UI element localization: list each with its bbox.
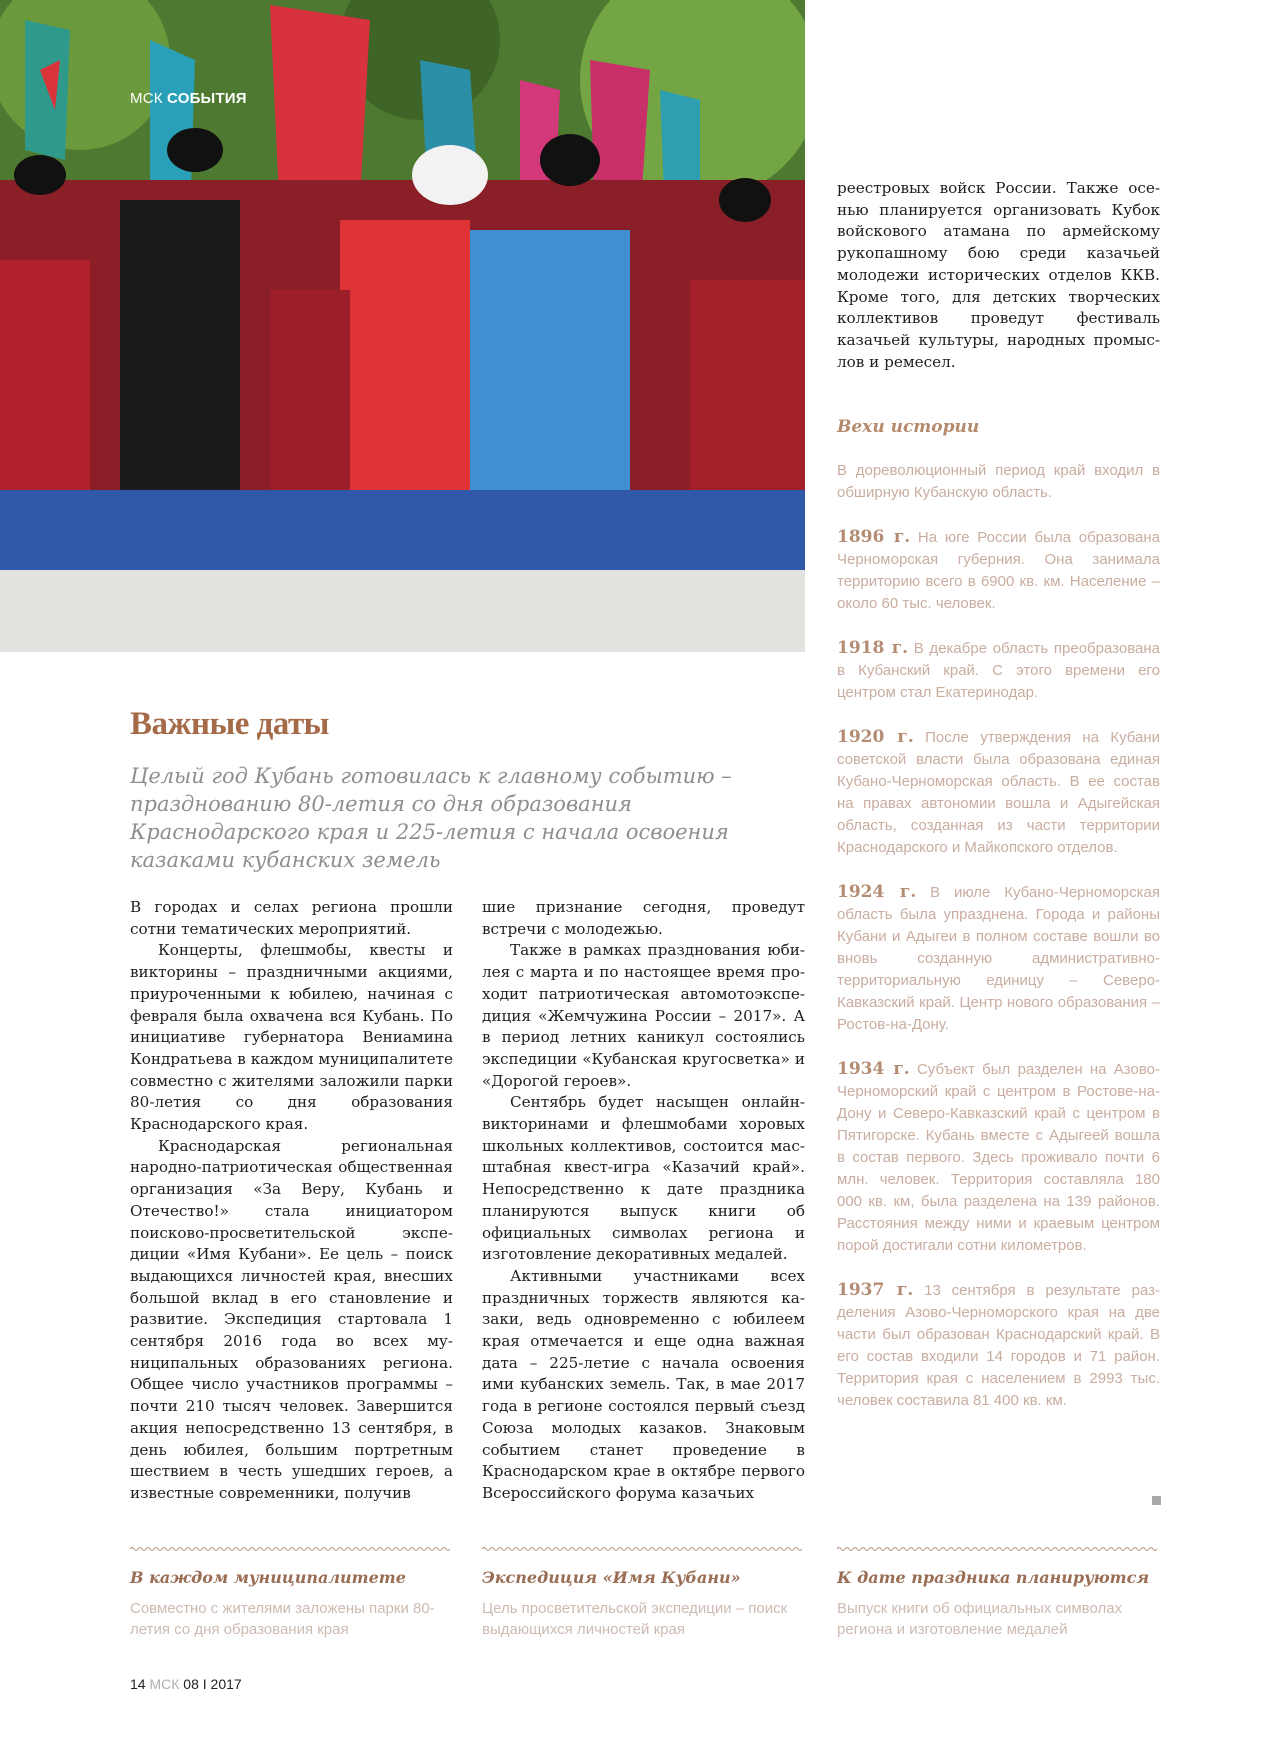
milestone-year: 1937 г. xyxy=(837,1280,914,1300)
page-footer xyxy=(130,1676,242,1692)
paragraph: Краснодарская региональная народно-патриотическая общественная организация «За Веру, Кубань и Отечество!» стала инициатором поисково-просветительской экспедиции «Имя Кубани». Ее цель – поиск выдающихся личностей края, внесших большой вклад в его становление и развитие. Экспедиция стартовала 1 сентября 2016 года во всех муниципальных образованиях региона. Общее число участников программы – почти 210 тысяч человек. Завершится акция непосредственно 13 сентября, в день юбилея, большим портретным шествием в честь ушедших героев, а известные современники, получив xyxy=(130,1136,453,1502)
photo-image xyxy=(0,0,805,652)
milestone-text: 13 сентября в результате разделения Азово-Черноморского края на две части был образован Краснодарский край. В его состав входили 14 городов и 71 район. Территория края с населением в 2993 тыс. человек составила 81 400 кв. км. xyxy=(837,1282,1160,1409)
paragraph: Сентябрь будет насыщен онлайн-викторинами и флешмобами хоровых школьных коллективов, состоится масштабная квест-игра «Казачий край». Непосредственно к дате праздника планируются выпуск книги об официальных символах региона и изготовление декоративных медалей. xyxy=(482,1093,805,1264)
milestones-list xyxy=(837,460,1160,1434)
milestone-text: После утверждения на Кубани советской власти была образована единая Кубано-Черноморская область. В ее состав на правах автономии вошла и Адыгейская область, созданная из части территории Краснодарского и Майкопского отделов. xyxy=(837,729,1160,856)
footer-separator: I xyxy=(202,1676,207,1692)
wavy-divider xyxy=(837,1546,1160,1552)
paragraph: Активными участниками всех праздничных торжеств являются казаки, ведь одновременно с юбилеем края отмечается и еще одна важная дата – 225-летие с начала освоения ими кубанских земель. Так, в мае 2017 года в регионе состоялся первый съезд Союза молодых казаков. Знаковым событием станет проведение в Краснодарском крае в октябре первого Всероссийского форума казачьих xyxy=(482,1266,805,1502)
sidebar-title: Вехи истории xyxy=(837,417,980,437)
milestone-text: В июле Кубано-Черноморская область была упразднена. Города и районы Кубани и Адыгеи в полном составе вошли во вновь созданную административно-территориальную единицу – Северо-Кавказский край. Центр нового образования – Ростов-на-Дону. xyxy=(837,884,1161,1033)
callout-title: Экспедиция «Имя Кубани» xyxy=(482,1568,741,1587)
article-column-3 xyxy=(837,178,1160,373)
paragraph: В городах и селах региона прошли сотни тематических мероприятий. xyxy=(130,898,453,938)
milestone-item xyxy=(837,637,1160,704)
milestone-item xyxy=(837,526,1160,615)
paragraph: реестровых войск России. Также осенью планируется организовать Кубок войскового атамана по армейскому рукопашному бою среди казачьей молодежи исторических отделов ККВ. Кроме того, для детских творческих коллективов проведут фестиваль казачьей культуры, народных промыслов и ремесел. xyxy=(837,179,1160,371)
callout-text: Совместно с жителями заложены парки 80-летия со дня образования края xyxy=(130,1600,435,1638)
milestone-year: 1920 г. xyxy=(837,727,914,747)
footer-brand: МСК xyxy=(149,1676,180,1692)
issue-number: 08 xyxy=(183,1676,199,1692)
milestone-year: 1896 г. xyxy=(837,527,911,547)
callout-title: К дате праздника планируются xyxy=(837,1568,1150,1587)
paragraph: Концерты, флешмобы, квесты и викторины – праздничными акциями, приуроченными к юбилею, начиная с февраля была охвачена вся Кубань. По инициативе губернатора Вениамина Кондратьева в каждом муниципалитете совместно с жителями заложили парки 80-летия со дня образования Краснодарского края. xyxy=(130,941,453,1134)
milestone-text: На юге России была образована Черноморская губерния. Она занимала территорию всего в 6900 кв. км. Население – около 60 тыс. человек. xyxy=(837,529,1160,612)
hero-photo xyxy=(0,0,805,652)
milestone-text: Субъект был разделен на Азово-Черноморский край с центром в Ростове-на-Дону и Северо-Кавказский край с центром в Пятигорске. Кубань вместе с Адыгеей вошла в состав первого. Здесь проживало почти 6 млн. человек. Территория составляла 180 000 кв. км, была разделена на 139 районов. Расстояния между ними и краевым центром порой достигали сотни километров. xyxy=(837,1061,1160,1254)
magazine-brand: МСК xyxy=(130,90,163,107)
callout-text: Цель просветительской экспедиции – поиск выдающихся личностей края xyxy=(482,1600,788,1638)
page-number: 14 xyxy=(130,1676,146,1692)
callout-title: В каждом муниципалитете xyxy=(130,1568,406,1587)
paragraph: Также в рамках празднования юбилея с марта и по настоящее время проходит патриотическая автомотоэкспедиция «Жемчужина России – 2017». А в период летних каникул состоялись экспедиции «Кубанская кругосветка» и «Дорогой героев». xyxy=(482,941,805,1090)
wavy-divider xyxy=(130,1546,453,1552)
end-of-article-square-icon xyxy=(1152,1496,1161,1505)
issue-year: 2017 xyxy=(210,1676,242,1692)
wavy-divider xyxy=(482,1546,805,1552)
milestone-text: В декабре область преобразована в Кубанский край. С этого времени его центром стал Екатеринодар. xyxy=(837,640,1160,701)
paragraph: шие признание сегодня, проведут встречи с молодежью. xyxy=(482,898,805,938)
milestones-intro: В дореволюционный период край входил в обширную Кубанскую область. xyxy=(837,462,1160,501)
milestone-item xyxy=(837,726,1160,859)
section-label xyxy=(130,90,247,107)
milestone-item xyxy=(837,881,1160,1036)
section-name: СОБЫТИЯ xyxy=(167,90,247,107)
milestone-year: 1924 г. xyxy=(837,882,917,902)
article-lead: Целый год Кубань готовилась к главному событию – празднованию 80-летия со дня образования Краснодарского края и 225-летия с начала освоения казаками кубанских земель xyxy=(130,764,732,872)
milestone-item xyxy=(837,1279,1160,1412)
article-column-2 xyxy=(482,897,805,1505)
callout-text: Выпуск книги об официальных символах региона и изготовление медалей xyxy=(837,1600,1123,1638)
article-title: Важные даты xyxy=(130,706,329,742)
article-column-1 xyxy=(130,897,453,1505)
milestone-year: 1934 г. xyxy=(837,1059,910,1079)
milestone-year: 1918 г. xyxy=(837,638,909,658)
milestone-item xyxy=(837,1058,1160,1257)
